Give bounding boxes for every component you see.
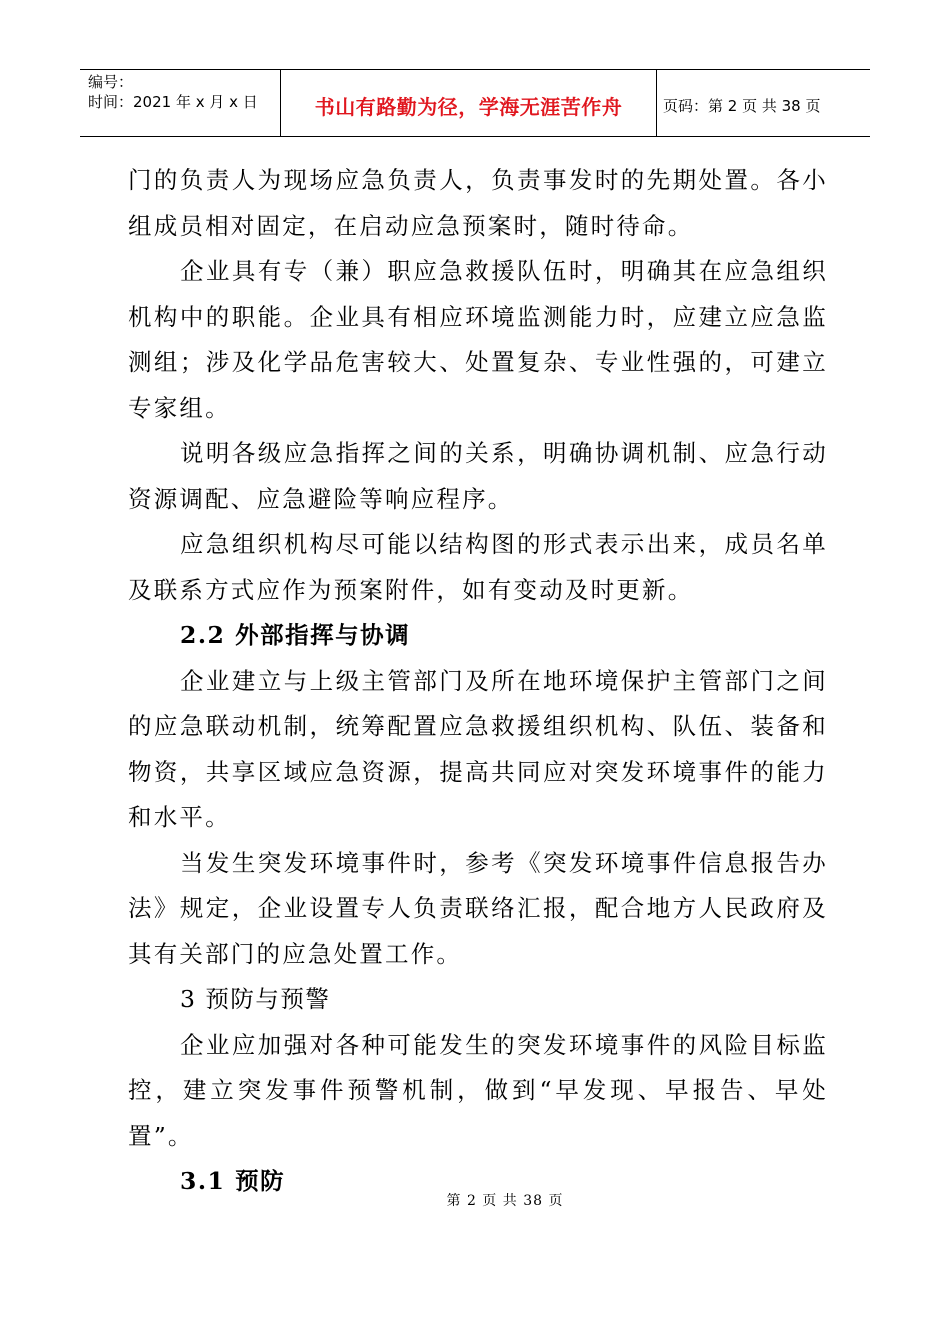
document-body bbox=[128, 158, 828, 1205]
paragraph-5: 企业建立与上级主管部门及所在地环境保护主管部门之间的应急联动机制，统筹配置应急救援组织机构、队伍、装备和物资，共享区域应急资源，提高共同应对突发环境事件的能力和水平。 bbox=[128, 666, 828, 831]
page-header bbox=[80, 69, 870, 137]
paragraph-2: 企业具有专（兼）职应急救援队伍时，明确其在应急组织机构中的职能。企业具有相应环境监测能力时，应建立应急监测组；涉及化学品危害较大、处置复杂、专业性强的，可建立专家组。 bbox=[128, 257, 828, 422]
section-heading-3-1: 3.1 预防 bbox=[180, 1167, 286, 1195]
time-label: 时间：2021 年 x 月 x 日 bbox=[88, 93, 258, 111]
number-label: 编号： bbox=[88, 73, 134, 91]
section-heading-2-2: 2.2 外部指挥与协调 bbox=[180, 621, 411, 649]
paragraph-7: 企业应加强对各种可能发生的突发环境事件的风险目标监控，建立突发事件预警机制，做到“早发现、早报告、早处置”。 bbox=[128, 1030, 828, 1150]
paragraph-4: 应急组织机构尽可能以结构图的形式表示出来，成员名单及联系方式应作为预案附件，如有变动及时更新。 bbox=[128, 530, 828, 604]
paragraph-1: 门的负责人为现场应急负责人，负责事发时的先期处置。各小组成员相对固定，在启动应急预案时，随时待命。 bbox=[128, 166, 828, 240]
header-motto: 书山有路勤为径，学海无涯苦作舟 bbox=[281, 70, 657, 136]
section-heading-3: 3 预防与预警 bbox=[180, 985, 331, 1013]
paragraph-3: 说明各级应急指挥之间的关系，明确协调机制、应急行动资源调配、应急避险等响应程序。 bbox=[128, 439, 828, 513]
page-footer: 第 2 页 共 38 页 bbox=[446, 1193, 564, 1209]
paragraph-6: 当发生突发环境事件时，参考《突发环境事件信息报告办法》规定，企业设置专人负责联络汇报，配合地方人民政府及其有关部门的应急处置工作。 bbox=[128, 848, 828, 968]
header-meta bbox=[80, 70, 281, 136]
header-page-info: 页码：第 2 页 共 38 页 bbox=[663, 96, 821, 115]
